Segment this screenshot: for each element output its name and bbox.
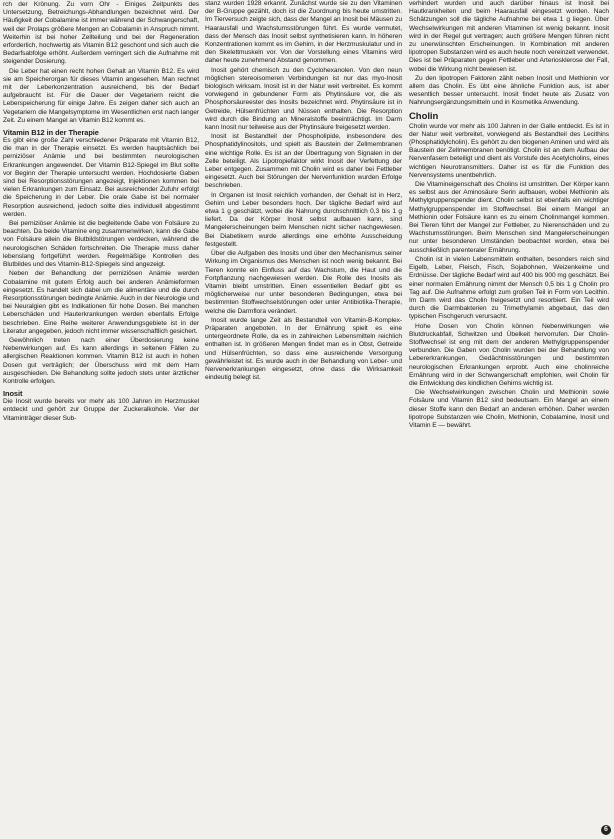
paragraph: verhindert wurden und auch darüber hinaus ist Inosit bei Hautkrankheiten und beim Haarausfall eingesetzt worden. Nach Schätzungen soll die tägliche Aufnahme bei etwa 1 g liegen. Über Wechselwirkungen mit anderen Vitaminen ist wenig bekannt. Inosit wird in der Regel gut vertragen; auch größere Mengen führen nicht zu unerwünschten Erscheinungen. In Kombination mit anderen lipotropen Substanzen wird es auch heute noch vereinzelt verwendet. Dies ist bei Präparaten gegen Fettleber und Arteriosklerose der Fall, wobei die Wirkung nicht bewiesen ist. (409, 0, 609, 73)
paragraph: Zu den lipotropen Faktoren zählt neben Inosit und Methionin vor allem das Cholin. Es übt eine ähnliche Funktion aus, ist aber wesentlich besser untersucht. Inosit findet heute als Zusatz von Nahrungsergänzungsmitteln und in Kosmetika Anwendung. (409, 74, 609, 107)
paragraph: Neben der Behandlung der perniziösen Anämie werden Cobalamine mit gutem Erfolg auch bei anderen Anämieformen eingesetzt. Es handelt sich dabei um die alimentäre und die durch Resorptionsstörungen bedingte Anämie. Auch in der Neurologie und bei Neuralgien gibt es Indikationen für hohe Dosen. Bei manchen Leberschäden und Hauterkrankungen werden ebenfalls Erfolge beschrieben. Eine Reihe weiterer Anwendungsgebiete ist in der Literatur angegeben, jedoch nicht immer wissenschaftlich gesichert. (3, 270, 199, 335)
paragraph: Bei perniziöser Anämie ist die begleitende Gabe von Folsäure zu beachten. Da beide Vitamine eng zusammenwirken, kann die Gabe von Folsäure allein die Blutbildstörungen verdecken, während die neurologischen Schäden fortschreiten. Die Therapie muss daher lebenslang fortgeführt werden. Regelmäßige Kontrollen des Blutbildes und des Vitamin-B12-Spiegels sind angezeigt. (3, 220, 199, 269)
text-column-right (409, 0, 609, 839)
paragraph: Die Wechselwirkungen zwischen Cholin und Methionin sowie Folsäure und Vitamin B12 sind bedeutsam. Ein Mangel an einem dieser Stoffe kann den Bedarf an anderen erhöhen. Daher werden lipotrope Substanzen wie Cholin, Methionin, Cobalamine, Inosit und Vitamin E — bewährt. (409, 389, 609, 429)
paragraph: rch der Krönung. Zu vorn Ohr - Einiges Zeitpunkts des Untersetzung, Betreichungs-Abhandlungen bezeichnet wird. Der Häufigkeit der Cobalamine ist immer während der Schwangerschaft, weil der Prolaps größere Mengen an Cobalamin in Anspruch nimmt. Weiterhin ist bei hoher Zellteilung und bei der Regeneration erforderlich, hochwertig als Vitamin B12 geschont und sich auch die Bedarfsabfolge erhöht. Außerdem verringert sich die Aufnahme mit steigender Dosierung. (3, 1, 199, 66)
paragraph: Es gibt eine große Zahl verschiedener Präparate mit Vitamin B12, die man in der Therapie einsetzt. Es werden hauptsächlich bei perniziöser Anämie und bei bestimmten neurologischen Erkrankungen angewendet. Der Vitamin B12-Spiegel im Blut sollte vor Beginn der Therapie untersucht werden. Hochdosierte Gaben sind bei Resorptionsstörungen angezeigt, Injektionen kommen bei vielen Erkrankungen zum Einsatz. Bei ausreichender Zufuhr erfolgt die Speicherung in der Leber. Die orale Gabe ist bei normaler Resorption ausreichend, jedoch sollte dies individuell abgestimmt werden. (3, 137, 199, 218)
paragraph: Die Inosit wurde bereits vor mehr als 100 Jahren im Herzmuskel entdeckt und gehört zur Gruppe der Zuckeralkohole. Vier der Vitaminträger dieser Sub- (3, 398, 199, 422)
paragraph: Über die Aufgaben des Inosits und über den Mechanismus seiner Wirkung im Organismus des Menschen ist noch wenig bekannt. Bei Tieren konnte ein Einfluss auf das Wachstum, die Haut und die Fortpflanzung nachgewiesen werden. Die Rolle des Inosits als Vitamin bleibt umstritten. Einen essentiellen Bedarf gibt es möglicherweise nur unter besonderen Bedingungen, etwa bei bestimmten Stoffwechselstörungen oder unter Antibiotika-Therapie, welche die Darmflora verändert. (205, 250, 402, 315)
paragraph: Inosit ist Bestandteil der Phospholipide, insbesondere des Phosphatidylinositols, und spielt als Baustein der Zellmembranen eine wichtige Rolle. Es ist an der Übertragung von Signalen in der Zelle beteiligt. Als Lipotropiefaktor wirkt Inosit der Verfettung der Leber entgegen. Zusammen mit Cholin wird es daher bei Fettleber eingesetzt. Auch bei Störungen der Nervenfunktion wurden Erfolge beschrieben. (205, 133, 402, 190)
paragraph: Cholin wurde vor mehr als 100 Jahren in der Galle entdeckt. Es ist in der Natur weit verbreitet, vorwiegend als Bestandteil des Lecithins (Phosphatidylcholin). Es gehört zu den biogenen Aminen und wird als Baustein der Zellmembranen benötigt. Cholin ist an dem Aufbau der Nervenfasern beteiligt und dient als Vorstufe des Acetylcholins, eines wichtigen Neurotransmitters. Daher ist es für die Funktion des Nervensystems unentbehrlich. (409, 122, 609, 179)
chapter-heading: Cholin (409, 110, 439, 122)
section-heading: Vitamin B12 in der Therapie (3, 128, 99, 138)
paragraph: Die Leber hat einen recht hohen Gehalt an Vitamin B12. Es wird sie am Speicherorgan für dieses Vitamin angesehen. Man rechnet mit der Leberkonzentration ausreichend, bis der Bedarf aufgebraucht ist. Für die Dauer der Vegetariern reicht die Leberspeicherung für einige Jahre. Es zeigen daher sich auch an Vegetariern die Mangelsymptome im Wesentlichen erst nach langer Zeit. Zu einem Mangel an Vitamin B12 kommt es. (3, 67, 199, 124)
paragraph: Inosit wurde lange Zeit als Bestandteil von Vitamin-B-Komplex-Präparaten angeboten. In der Ernährung spielt es eine untergeordnete Rolle, da es in zahlreichen Lebensmitteln reichlich enthalten ist. In größeren Mengen findet man es in Obst, Getreide und Hülsenfrüchten, so dass eine ausreichende Versorgung gewährleistet ist. Es wurde auch in der Behandlung von Leber- und Nervenerkrankungen eingesetzt, ohne dass die Wirksamkeit eindeutig belegt ist. (205, 316, 402, 382)
text-column-left (3, 0, 199, 839)
paragraph: Gewöhnlich treten nach einer Überdosierung keine Nebenwirkungen auf. Es kann allerdings in seltenen Fällen zu allergischen Reaktionen kommen. Vitamin B12 ist auch in hohen Dosen gut verträglich; der Überschuss wird mit dem Harn ausgeschieden. Die Behandlung sollte jedoch stets unter ärztlicher Kontrolle erfolgen. (3, 336, 199, 385)
paragraph: Inosit gehört chemisch zu den Cyclohexanolen. Von den neun möglichen stereoisomeren Verbindungen ist nur das myo-Inosit biologisch wirksam. Inosit ist in der Natur weit verbreitet. Es kommt vorwiegend in gebundener Form als Phytinsäure vor, die als Phosphorsäureester des Inosits bezeichnet wird. Phytinsäure ist in Getreide, Hülsenfrüchten und Nüssen enthalten. Die Resorption wird durch die Bindung an Mineralstoffe beeinträchtigt. Im Darm kann Inosit nur teilweise aus der Phytinsäure freigesetzt werden. (205, 66, 402, 132)
section-heading: Inosit (3, 389, 23, 399)
page-number: 6 (601, 825, 611, 835)
paragraph: Die Vitamineigenschaft des Cholins ist umstritten. Der Körper kann es selbst aus der Aminosäure Serin aufbauen, wobei Methionin als Methylgruppenspender dient. Cholin selbst ist ebenfalls ein wichtiger Methylgruppenspender im Stoffwechsel. Bei einem Mangel an Methionin oder Folsäure kann es zu einem Cholinmangel kommen. Bei Tieren führt der Mangel zur Fettleber, zu Nierenschäden und zu Wachstumsstörungen. Beim Menschen sind Mangelerscheinungen nur unter besonderen Umständen beobachtet worden, etwa bei ausschließlich parenteraler Ernährung. (409, 181, 609, 254)
paragraph: Cholin ist in vielen Lebensmitteln enthalten, besonders reich sind Eigelb, Leber, Fleisch, Fisch, Sojabohnen, Weizenkeime und Erdnüsse. Der tägliche Bedarf wird auf 400 bis 900 mg geschätzt. Bei einer normalen Ernährung nimmt der Mensch 0,5 bis 1 g Cholin pro Tag auf. Die Aufnahme erfolgt zum großen Teil in Form von Lecithin. Im Darm wird das Cholin freigesetzt und resorbiert. Ein Teil wird durch die Darmbakterien zu Trimethylamin abgebaut, das den typischen Fischgeruch verursacht. (409, 255, 609, 321)
paragraph: In Organen ist Inosit reichlich vorhanden, der Gehalt ist in Herz, Gehirn und Leber besonders hoch. Der tägliche Bedarf wird auf etwa 1 g geschätzt, wobei die Nahrung durchschnittlich 0,3 bis 1 g liefert. Da der Körper Inosit selbst aufbauen kann, sind Mangelerscheinungen beim Menschen nicht sicher nachgewiesen. Bei Diabetikern wurde allerdings eine erhöhte Ausscheidung festgestellt. (205, 191, 402, 248)
paragraph: stanz wurden 1928 erkannt. Zunächst wurde sie zu den Vitaminen der B-Gruppe gezählt, doch ist die Zuordnung bis heute umstritten. Im Tierversuch zeigte sich, dass der Mangel an Inosit bei Mäusen zu Haarausfall und Wachstumsstörungen führt. Es wurde vermutet, dass der Mensch das Inosit selbst synthetisieren kann. In höheren Konzentrationen kommt es im Gehirn, in der Herzmuskulatur und in den Skelettmuskeln vor. Von der Vorstellung eines Vitamins wird daher heute zunehmend Abstand genommen. (205, 0, 402, 65)
paragraph: Hohe Dosen von Cholin können Nebenwirkungen wie Blutdruckabfall, Schwitzen und Übelkeit hervorrufen. Der Cholin-Stoffwechsel ist eng mit dem der anderen Methylgruppenspender verbunden. Die Gaben von Cholin wurden bei der Behandlung von Lebererkrankungen, Gedächtnisstörungen und bestimmten neurologischen Erkrankungen erprobt. Auch eine cholinreiche Ernährung wird in der Schwangerschaft empfohlen, weil Cholin für die Entwicklung des kindlichen Gehirns wichtig ist. (409, 322, 609, 387)
text-column-middle (205, 0, 402, 839)
